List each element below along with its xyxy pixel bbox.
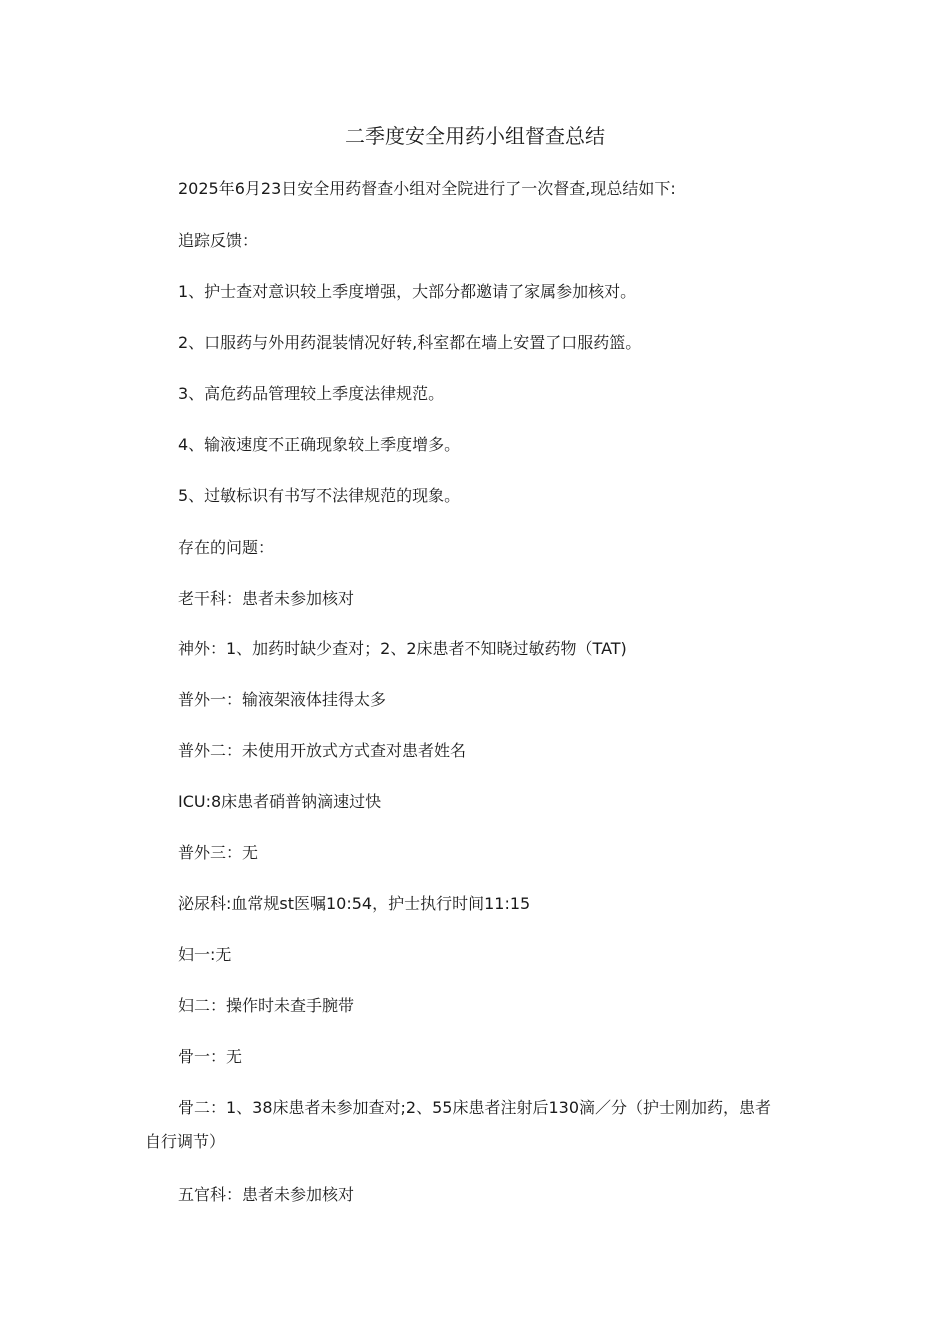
paragraph-tracking-heading: 追踪反馈： xyxy=(178,231,259,250)
paragraph-problem-miniaoke: 泌尿科:血常规st医嘱10:54，护士执行时间11:15 xyxy=(178,894,531,913)
paragraph-feedback-2: 2、口服药与外用药混装情况好转,科室都在墙上安置了口服药篮。 xyxy=(178,333,642,352)
paragraph-problem-gu-1: 骨一：无 xyxy=(178,1047,243,1066)
paragraph-problem-fu-2: 妇二：操作时未查手腕带 xyxy=(178,996,355,1015)
document-title: 二季度安全用药小组督查总结 xyxy=(345,124,605,148)
paragraph-problems-heading: 存在的问题： xyxy=(178,538,275,557)
paragraph-feedback-3: 3、高危药品管理较上季度法律规范。 xyxy=(178,384,445,403)
paragraph-problem-laoganke: 老干科：患者未参加核对 xyxy=(178,589,355,608)
paragraph-problem-gu-2: 骨二：1、38床患者未参加查对;2、55床患者注射后130滴／分（护士刚加药，患者自行调节） xyxy=(145,1098,772,1151)
paragraph-problem-puwai-3: 普外三：无 xyxy=(178,843,259,862)
paragraph-feedback-4: 4、输液速度不正确现象较上季度增多。 xyxy=(178,435,461,454)
paragraph-problem-icu: ICU:8床患者硝普钠滴速过快 xyxy=(178,792,382,811)
paragraph-problem-shenwai: 神外：1、加药时缺少查对；2、2床患者不知晓过敏药物（TAT) xyxy=(178,639,627,658)
paragraph-problem-puwai-1: 普外一：输液架液体挂得太多 xyxy=(178,690,387,709)
paragraph-feedback-1: 1、护士查对意识较上季度增强，大部分都邀请了家属参加核对。 xyxy=(178,282,637,301)
paragraph-intro: 2025年6月23日安全用药督查小组对全院进行了一次督查,现总结如下: xyxy=(178,179,676,198)
paragraph-problem-fu-1: 妇一:无 xyxy=(178,945,232,964)
paragraph-problem-puwai-2: 普外二：未使用开放式方式查对患者姓名 xyxy=(178,741,467,760)
paragraph-problem-wuguanke: 五官科：患者未参加核对 xyxy=(178,1185,355,1204)
paragraph-feedback-5: 5、过敏标识有书写不法律规范的现象。 xyxy=(178,486,461,505)
